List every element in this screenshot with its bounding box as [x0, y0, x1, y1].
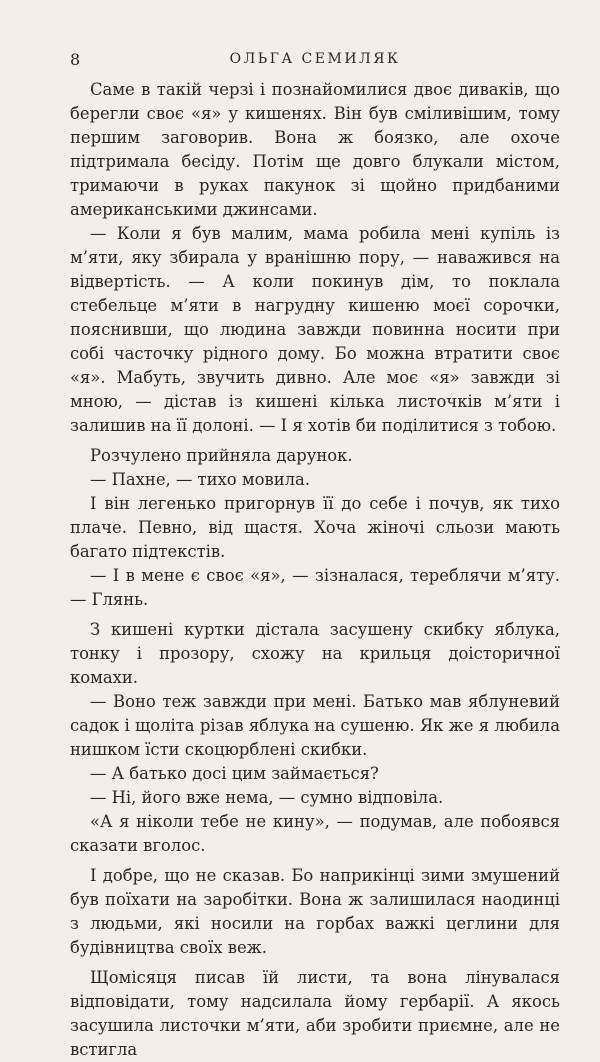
paragraph: — Коли я був малим, мама робила мені купіль із м’яти, яку збирала у вранішню пору, — наважився на відвертість. — А коли покинув дім, то поклала стебельце м’яти в нагрудну кишеню моєї сорочки, пояснивши, що людина завжди повинна носити при собі часточку рідного дому. Бо можна втратити своє «я». Мабуть, звучить дивно. Але моє «я» завжди зі мною, — дістав із кишені кілька листочків м’яти і залишив на її долоні. — І я хотів би поділитися з тобою.	[70, 224, 560, 435]
paragraph: З кишені куртки дістала засушену скибку яблука, тонку і прозору, схожу на крильця доісторичної комахи.	[70, 620, 560, 687]
paragraph: — І в мене є своє «я», — зізналася, тереблячи м’яту. — Глянь.	[70, 566, 560, 609]
body-text	[70, 78, 560, 1062]
paragraph: — Ні, його вже нема, — сумно відповіла.	[90, 788, 444, 807]
paragraph: «А я ніколи тебе не кину», — подумав, але побоявся сказати вголос.	[70, 812, 560, 855]
paragraph: І він легенько пригорнув її до себе і почув, як тихо плаче. Певно, від щастя. Хоча жіночі сльози мають багато підтекстів.	[70, 494, 560, 561]
paragraph: Розчулено прийняла дарунок.	[90, 446, 353, 465]
running-head-author: ОЛЬГА СЕМИЛЯК	[229, 51, 401, 67]
paragraph: — Пахне, — тихо мовила.	[90, 470, 311, 489]
paragraph: — Воно теж завжди при мені. Батько мав яблуневий садок і щоліта різав яблука на сушеню. Як же я любила нишком їсти скоцюрблені скибки.	[70, 692, 560, 759]
page-header	[70, 50, 560, 72]
paragraph: І добре, що не сказав. Бо наприкінці зими змушений був поїхати на заробітки. Вона ж залишилася наодинці з людьми, які носили на горбах важкі цеглини для будівництва своїх веж.	[70, 866, 560, 957]
paragraph: Саме в такій черзі і познайомилися двоє диваків, що берегли своє «я» у кишенях. Він був сміливішим, тому першим заговорив. Вона ж боязко, але охоче підтримала бесіду. Потім ще довго блукали містом, тримаючи в руках пакунок зі щойно придбаними американськими джинсами.	[70, 80, 560, 219]
paragraph: — А батько досі цим займається?	[90, 764, 379, 783]
paragraph: Щомісяця писав їй листи, та вона лінувалася відповідати, тому надсилала йому гербарії. А якось засушила листочки м’яти, аби зробити приємне, але не встигла	[70, 968, 560, 1059]
page-number: 8	[70, 50, 81, 69]
